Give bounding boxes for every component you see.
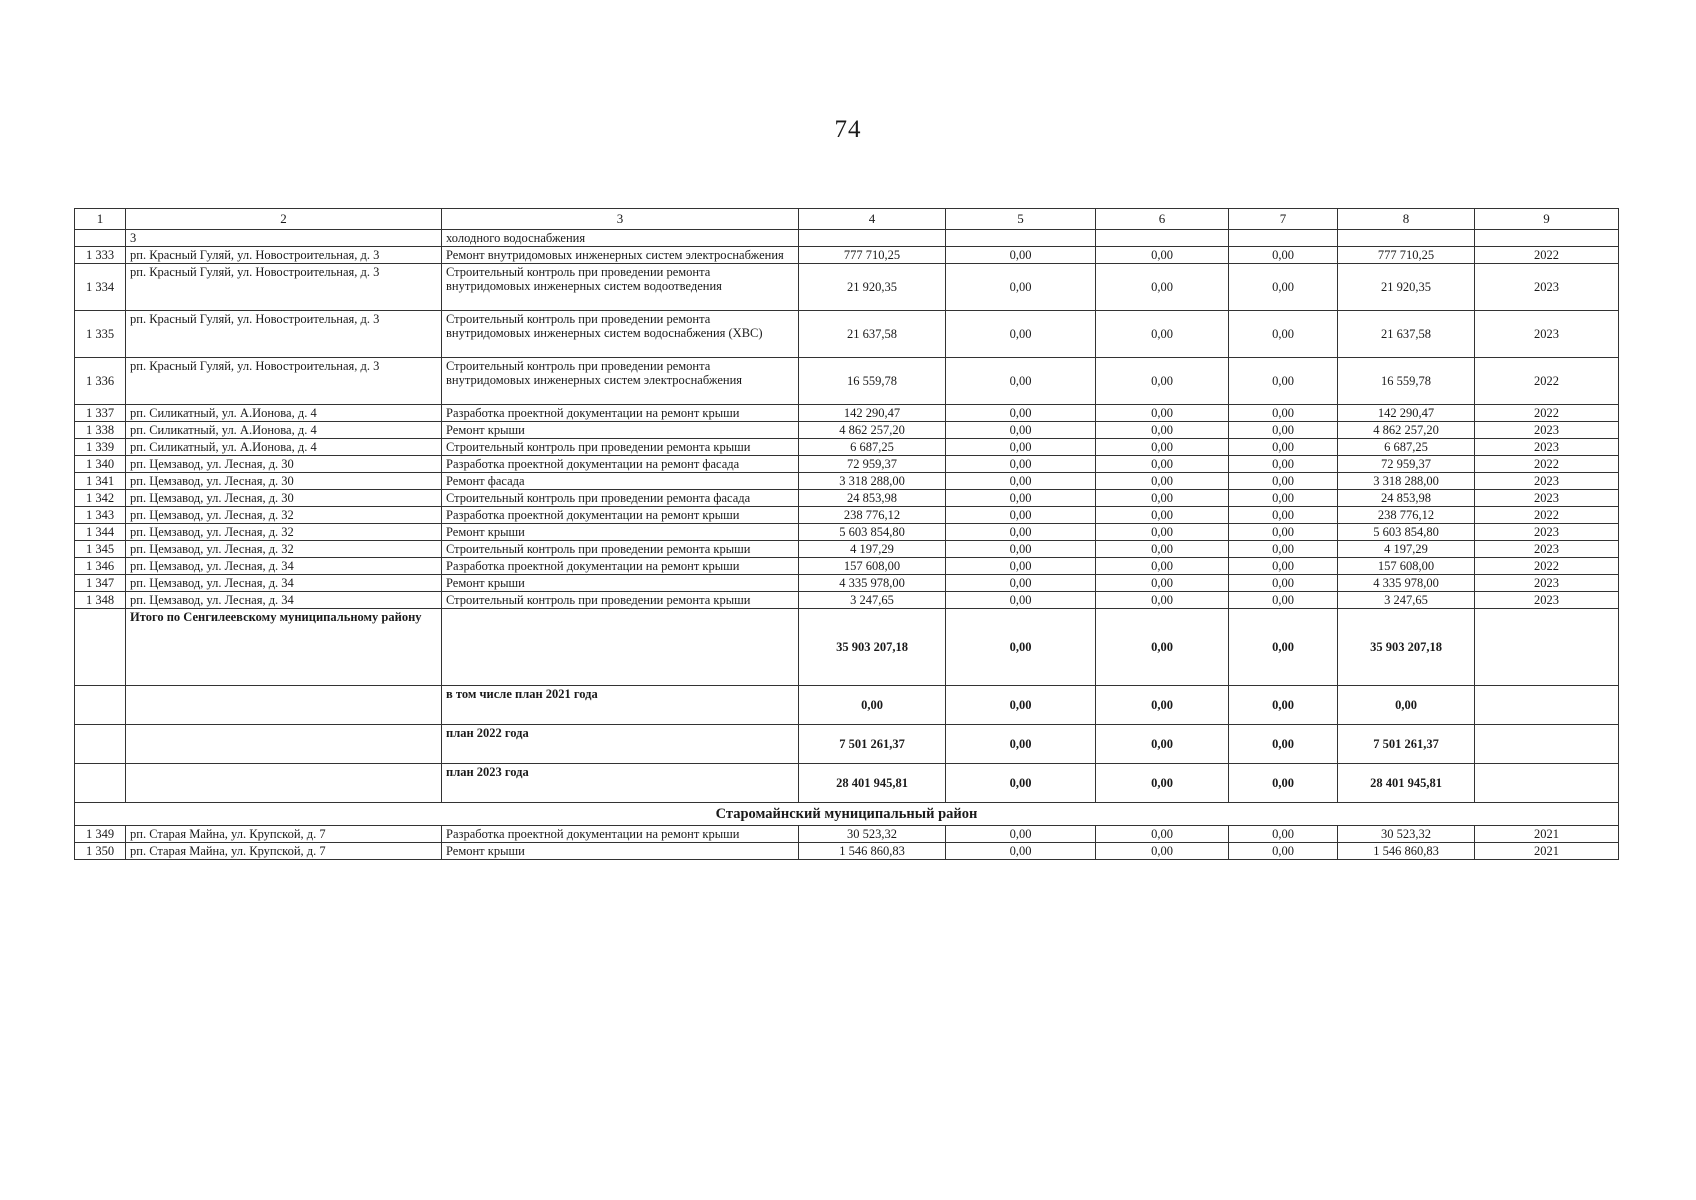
col-8-header: 8 bbox=[1338, 209, 1475, 230]
table-row bbox=[75, 541, 1619, 558]
row-number: 1 343 bbox=[75, 507, 126, 524]
table-row bbox=[75, 826, 1619, 843]
row-value-8: 157 608,00 bbox=[1338, 558, 1475, 575]
plan-empty-year bbox=[1475, 725, 1619, 764]
plan-v5: 0,00 bbox=[946, 764, 1096, 803]
table-row bbox=[75, 473, 1619, 490]
row-number: 1 346 bbox=[75, 558, 126, 575]
table-row bbox=[75, 524, 1619, 541]
row-value-4: 4 862 257,20 bbox=[799, 422, 946, 439]
table-row bbox=[75, 247, 1619, 264]
plan-v5: 0,00 bbox=[946, 686, 1096, 725]
plan-year-row bbox=[75, 725, 1619, 764]
plan-v5: 0,00 bbox=[946, 725, 1096, 764]
row-number: 1 347 bbox=[75, 575, 126, 592]
row-number: 1 336 bbox=[75, 358, 126, 405]
continuation-row bbox=[75, 230, 1619, 247]
row-number: 1 344 bbox=[75, 524, 126, 541]
row-year: 2023 bbox=[1475, 422, 1619, 439]
row-number: 1 350 bbox=[75, 843, 126, 860]
row-work: Ремонт крыши bbox=[442, 575, 799, 592]
row-work: Строительный контроль при проведении ремонта внутридомовых инженерных систем электроснабжения bbox=[442, 358, 799, 405]
row-value-4: 21 920,35 bbox=[799, 264, 946, 311]
row-year: 2022 bbox=[1475, 558, 1619, 575]
col-4-header: 4 bbox=[799, 209, 946, 230]
row-number bbox=[75, 230, 126, 247]
row-value-6: 0,00 bbox=[1096, 311, 1229, 358]
row-value-8: 24 853,98 bbox=[1338, 490, 1475, 507]
row-value-5: 0,00 bbox=[946, 558, 1096, 575]
row-value-4: 238 776,12 bbox=[799, 507, 946, 524]
row-work: Разработка проектной документации на ремонт фасада bbox=[442, 456, 799, 473]
plan-v7: 0,00 bbox=[1229, 764, 1338, 803]
plan-empty-num bbox=[75, 725, 126, 764]
total-v8: 35 903 207,18 bbox=[1338, 609, 1475, 686]
row-work: Строительный контроль при проведении ремонта крыши bbox=[442, 592, 799, 609]
table-row bbox=[75, 558, 1619, 575]
row-number: 1 342 bbox=[75, 490, 126, 507]
column-number-row bbox=[75, 209, 1619, 230]
row-value-7: 0,00 bbox=[1229, 826, 1338, 843]
row-value-8: 6 687,25 bbox=[1338, 439, 1475, 456]
section-title-row bbox=[75, 803, 1619, 826]
row-address: рп. Цемзавод, ул. Лесная, д. 34 bbox=[126, 592, 442, 609]
plan-empty-num bbox=[75, 764, 126, 803]
row-year: 2022 bbox=[1475, 405, 1619, 422]
row-value-5: 0,00 bbox=[946, 524, 1096, 541]
row-value-7: 0,00 bbox=[1229, 405, 1338, 422]
col-3-header: 3 bbox=[442, 209, 799, 230]
row-address: 3 bbox=[126, 230, 442, 247]
row-value-6: 0,00 bbox=[1096, 507, 1229, 524]
row-value-6: 0,00 bbox=[1096, 422, 1229, 439]
row-number: 1 340 bbox=[75, 456, 126, 473]
row-value-8: 1 546 860,83 bbox=[1338, 843, 1475, 860]
row-work: Строительный контроль при проведении ремонта крыши bbox=[442, 541, 799, 558]
table-row bbox=[75, 405, 1619, 422]
row-value-5: 0,00 bbox=[946, 247, 1096, 264]
row-address: рп. Силикатный, ул. А.Ионова, д. 4 bbox=[126, 439, 442, 456]
row-value-7: 0,00 bbox=[1229, 247, 1338, 264]
row-address: рп. Красный Гуляй, ул. Новостроительная, д. 3 bbox=[126, 358, 442, 405]
row-address: рп. Цемзавод, ул. Лесная, д. 30 bbox=[126, 490, 442, 507]
row-value-5: 0,00 bbox=[946, 456, 1096, 473]
row-year: 2023 bbox=[1475, 575, 1619, 592]
row-value-8: 30 523,32 bbox=[1338, 826, 1475, 843]
row-work: холодного водоснабжения bbox=[442, 230, 799, 247]
row-address: рп. Цемзавод, ул. Лесная, д. 30 bbox=[126, 456, 442, 473]
table-row bbox=[75, 358, 1619, 405]
row-value-4: 1 546 860,83 bbox=[799, 843, 946, 860]
row-address: рп. Цемзавод, ул. Лесная, д. 34 bbox=[126, 558, 442, 575]
row-number: 1 339 bbox=[75, 439, 126, 456]
row-value-8: 72 959,37 bbox=[1338, 456, 1475, 473]
row-value-4: 72 959,37 bbox=[799, 456, 946, 473]
total-v6: 0,00 bbox=[1096, 609, 1229, 686]
table-row bbox=[75, 507, 1619, 524]
row-value-5: 0,00 bbox=[946, 575, 1096, 592]
row-value-5: 0,00 bbox=[946, 507, 1096, 524]
row-value-5: 0,00 bbox=[946, 439, 1096, 456]
row-value-4: 777 710,25 bbox=[799, 247, 946, 264]
plan-label: план 2023 года bbox=[442, 764, 799, 803]
plan-empty-addr bbox=[126, 725, 442, 764]
row-value-6: 0,00 bbox=[1096, 575, 1229, 592]
plan-empty-num bbox=[75, 686, 126, 725]
plan-v4: 28 401 945,81 bbox=[799, 764, 946, 803]
plan-year-row bbox=[75, 686, 1619, 725]
table-row bbox=[75, 592, 1619, 609]
row-value-7: 0,00 bbox=[1229, 456, 1338, 473]
row-value-4: 4 197,29 bbox=[799, 541, 946, 558]
row-value-8: 4 335 978,00 bbox=[1338, 575, 1475, 592]
table-row bbox=[75, 439, 1619, 456]
row-work: Ремонт крыши bbox=[442, 524, 799, 541]
row-value-6: 0,00 bbox=[1096, 541, 1229, 558]
row-value-5: 0,00 bbox=[946, 358, 1096, 405]
row-value-5: 0,00 bbox=[946, 843, 1096, 860]
row-address: рп. Старая Майна, ул. Крупской, д. 7 bbox=[126, 843, 442, 860]
plan-v7: 0,00 bbox=[1229, 725, 1338, 764]
table-row bbox=[75, 843, 1619, 860]
plan-v8: 28 401 945,81 bbox=[1338, 764, 1475, 803]
plan-year-row bbox=[75, 764, 1619, 803]
row-value-4: 142 290,47 bbox=[799, 405, 946, 422]
district-total-label: Итого по Сенгилеевскому муниципальному району bbox=[126, 609, 442, 686]
row-value-7: 0,00 bbox=[1229, 358, 1338, 405]
row-year: 2023 bbox=[1475, 439, 1619, 456]
table-row bbox=[75, 311, 1619, 358]
row-value-7: 0,00 bbox=[1229, 507, 1338, 524]
row-number: 1 335 bbox=[75, 311, 126, 358]
row-year: 2023 bbox=[1475, 311, 1619, 358]
row-number: 1 333 bbox=[75, 247, 126, 264]
row-value-8: 777 710,25 bbox=[1338, 247, 1475, 264]
row-work: Строительный контроль при проведении ремонта внутридомовых инженерных систем водоотведения bbox=[442, 264, 799, 311]
row-value-4: 4 335 978,00 bbox=[799, 575, 946, 592]
row-value-8: 5 603 854,80 bbox=[1338, 524, 1475, 541]
row-number: 1 349 bbox=[75, 826, 126, 843]
row-year: 2023 bbox=[1475, 473, 1619, 490]
row-value-8: 21 920,35 bbox=[1338, 264, 1475, 311]
row-value-4: 16 559,78 bbox=[799, 358, 946, 405]
row-value-4: 6 687,25 bbox=[799, 439, 946, 456]
row-value-7: 0,00 bbox=[1229, 473, 1338, 490]
plan-v6: 0,00 bbox=[1096, 686, 1229, 725]
row-year: 2023 bbox=[1475, 592, 1619, 609]
row-value-6: 0,00 bbox=[1096, 490, 1229, 507]
row-value-6: 0,00 bbox=[1096, 826, 1229, 843]
row-value-8: 21 637,58 bbox=[1338, 311, 1475, 358]
row-value-4: 24 853,98 bbox=[799, 490, 946, 507]
row-work: Строительный контроль при проведении ремонта внутридомовых инженерных систем водоснабжения (ХВС) bbox=[442, 311, 799, 358]
plan-v6: 0,00 bbox=[1096, 725, 1229, 764]
row-value-4: 5 603 854,80 bbox=[799, 524, 946, 541]
row-value-6: 0,00 bbox=[1096, 358, 1229, 405]
row-value-6: 0,00 bbox=[1096, 473, 1229, 490]
district-total-row bbox=[75, 609, 1619, 686]
row-address: рп. Цемзавод, ул. Лесная, д. 32 bbox=[126, 541, 442, 558]
row-value-6: 0,00 bbox=[1096, 592, 1229, 609]
total-v7: 0,00 bbox=[1229, 609, 1338, 686]
row-value-4: 21 637,58 bbox=[799, 311, 946, 358]
total-v5: 0,00 bbox=[946, 609, 1096, 686]
table-row bbox=[75, 264, 1619, 311]
plan-v8: 0,00 bbox=[1338, 686, 1475, 725]
row-value-5: 0,00 bbox=[946, 541, 1096, 558]
total-empty-year bbox=[1475, 609, 1619, 686]
plan-v6: 0,00 bbox=[1096, 764, 1229, 803]
row-value-7: 0,00 bbox=[1229, 575, 1338, 592]
table-row bbox=[75, 490, 1619, 507]
plan-label: в том числе план 2021 года bbox=[442, 686, 799, 725]
row-value-6: 0,00 bbox=[1096, 558, 1229, 575]
plan-empty-addr bbox=[126, 686, 442, 725]
row-value-6: 0,00 bbox=[1096, 247, 1229, 264]
plan-label: план 2022 года bbox=[442, 725, 799, 764]
row-address: рп. Силикатный, ул. А.Ионова, д. 4 bbox=[126, 405, 442, 422]
row-number: 1 338 bbox=[75, 422, 126, 439]
plan-v8: 7 501 261,37 bbox=[1338, 725, 1475, 764]
row-value-7: 0,00 bbox=[1229, 439, 1338, 456]
row-value-7: 0,00 bbox=[1229, 264, 1338, 311]
plan-empty-year bbox=[1475, 686, 1619, 725]
total-empty-num bbox=[75, 609, 126, 686]
row-work: Разработка проектной документации на ремонт крыши bbox=[442, 826, 799, 843]
plan-empty-addr bbox=[126, 764, 442, 803]
row-address: рп. Красный Гуляй, ул. Новостроительная, д. 3 bbox=[126, 311, 442, 358]
table-body bbox=[75, 230, 1619, 860]
row-year: 2023 bbox=[1475, 541, 1619, 558]
row-year: 2022 bbox=[1475, 247, 1619, 264]
row-value-7: 0,00 bbox=[1229, 558, 1338, 575]
row-value-5: 0,00 bbox=[946, 264, 1096, 311]
table-row bbox=[75, 422, 1619, 439]
row-value-8: 16 559,78 bbox=[1338, 358, 1475, 405]
row-value-7: 0,00 bbox=[1229, 592, 1338, 609]
row-work: Ремонт внутридомовых инженерных систем электроснабжения bbox=[442, 247, 799, 264]
row-work: Строительный контроль при проведении ремонта крыши bbox=[442, 439, 799, 456]
row-value-4: 30 523,32 bbox=[799, 826, 946, 843]
col-6-header: 6 bbox=[1096, 209, 1229, 230]
row-number: 1 337 bbox=[75, 405, 126, 422]
row-address: рп. Цемзавод, ул. Лесная, д. 32 bbox=[126, 507, 442, 524]
row-value-5: 0,00 bbox=[946, 311, 1096, 358]
row-address: рп. Цемзавод, ул. Лесная, д. 32 bbox=[126, 524, 442, 541]
row-value-5: 0,00 bbox=[946, 592, 1096, 609]
row-value-6: 0,00 bbox=[1096, 405, 1229, 422]
row-year: 2023 bbox=[1475, 490, 1619, 507]
row-value-6: 0,00 bbox=[1096, 524, 1229, 541]
col-7-header: 7 bbox=[1229, 209, 1338, 230]
total-v4: 35 903 207,18 bbox=[799, 609, 946, 686]
row-value-8: 238 776,12 bbox=[1338, 507, 1475, 524]
row-value-6: 0,00 bbox=[1096, 456, 1229, 473]
row-work: Строительный контроль при проведении ремонта фасада bbox=[442, 490, 799, 507]
row-number: 1 348 bbox=[75, 592, 126, 609]
col-1-header: 1 bbox=[75, 209, 126, 230]
row-work: Ремонт крыши bbox=[442, 843, 799, 860]
row-work: Разработка проектной документации на ремонт крыши bbox=[442, 405, 799, 422]
row-year: 2023 bbox=[1475, 524, 1619, 541]
row-value-8: 4 197,29 bbox=[1338, 541, 1475, 558]
col-9-header: 9 bbox=[1475, 209, 1619, 230]
row-value-5: 0,00 bbox=[946, 422, 1096, 439]
col-2-header: 2 bbox=[126, 209, 442, 230]
row-value-7: 0,00 bbox=[1229, 311, 1338, 358]
row-value-4: 157 608,00 bbox=[799, 558, 946, 575]
row-address: рп. Цемзавод, ул. Лесная, д. 30 bbox=[126, 473, 442, 490]
table-row bbox=[75, 575, 1619, 592]
col-5-header: 5 bbox=[946, 209, 1096, 230]
row-year: 2021 bbox=[1475, 826, 1619, 843]
row-value-7: 0,00 bbox=[1229, 843, 1338, 860]
plan-v7: 0,00 bbox=[1229, 686, 1338, 725]
row-year: 2021 bbox=[1475, 843, 1619, 860]
row-value-4: 3 247,65 bbox=[799, 592, 946, 609]
row-address: рп. Силикатный, ул. А.Ионова, д. 4 bbox=[126, 422, 442, 439]
row-work: Ремонт крыши bbox=[442, 422, 799, 439]
row-work: Разработка проектной документации на ремонт крыши bbox=[442, 507, 799, 524]
plan-empty-year bbox=[1475, 764, 1619, 803]
row-value-7: 0,00 bbox=[1229, 541, 1338, 558]
row-address: рп. Красный Гуляй, ул. Новостроительная, д. 3 bbox=[126, 264, 442, 311]
row-work: Ремонт фасада bbox=[442, 473, 799, 490]
section-title: Старомайнский муниципальный район bbox=[75, 803, 1619, 826]
row-value-7: 0,00 bbox=[1229, 422, 1338, 439]
row-value-7: 0,00 bbox=[1229, 524, 1338, 541]
row-address: рп. Цемзавод, ул. Лесная, д. 34 bbox=[126, 575, 442, 592]
row-value-8: 3 247,65 bbox=[1338, 592, 1475, 609]
row-number: 1 345 bbox=[75, 541, 126, 558]
total-empty-work bbox=[442, 609, 799, 686]
page-number: 74 bbox=[834, 116, 862, 143]
row-value-6: 0,00 bbox=[1096, 264, 1229, 311]
row-year: 2022 bbox=[1475, 456, 1619, 473]
capital-repair-table bbox=[74, 208, 1619, 860]
row-address: рп. Старая Майна, ул. Крупской, д. 7 bbox=[126, 826, 442, 843]
row-value-8: 3 318 288,00 bbox=[1338, 473, 1475, 490]
row-value-5: 0,00 bbox=[946, 490, 1096, 507]
row-address: рп. Красный Гуляй, ул. Новостроительная, д. 3 bbox=[126, 247, 442, 264]
row-year: 2023 bbox=[1475, 264, 1619, 311]
row-value-7: 0,00 bbox=[1229, 490, 1338, 507]
row-value-8: 142 290,47 bbox=[1338, 405, 1475, 422]
row-work: Разработка проектной документации на ремонт крыши bbox=[442, 558, 799, 575]
row-value-5: 0,00 bbox=[946, 826, 1096, 843]
row-value-5: 0,00 bbox=[946, 473, 1096, 490]
row-year: 2022 bbox=[1475, 507, 1619, 524]
plan-v4: 7 501 261,37 bbox=[799, 725, 946, 764]
row-value-6: 0,00 bbox=[1096, 843, 1229, 860]
row-value-6: 0,00 bbox=[1096, 439, 1229, 456]
row-number: 1 334 bbox=[75, 264, 126, 311]
plan-v4: 0,00 bbox=[799, 686, 946, 725]
row-value-5: 0,00 bbox=[946, 405, 1096, 422]
row-year: 2022 bbox=[1475, 358, 1619, 405]
row-number: 1 341 bbox=[75, 473, 126, 490]
row-value-8: 4 862 257,20 bbox=[1338, 422, 1475, 439]
row-value-4: 3 318 288,00 bbox=[799, 473, 946, 490]
table-row bbox=[75, 456, 1619, 473]
